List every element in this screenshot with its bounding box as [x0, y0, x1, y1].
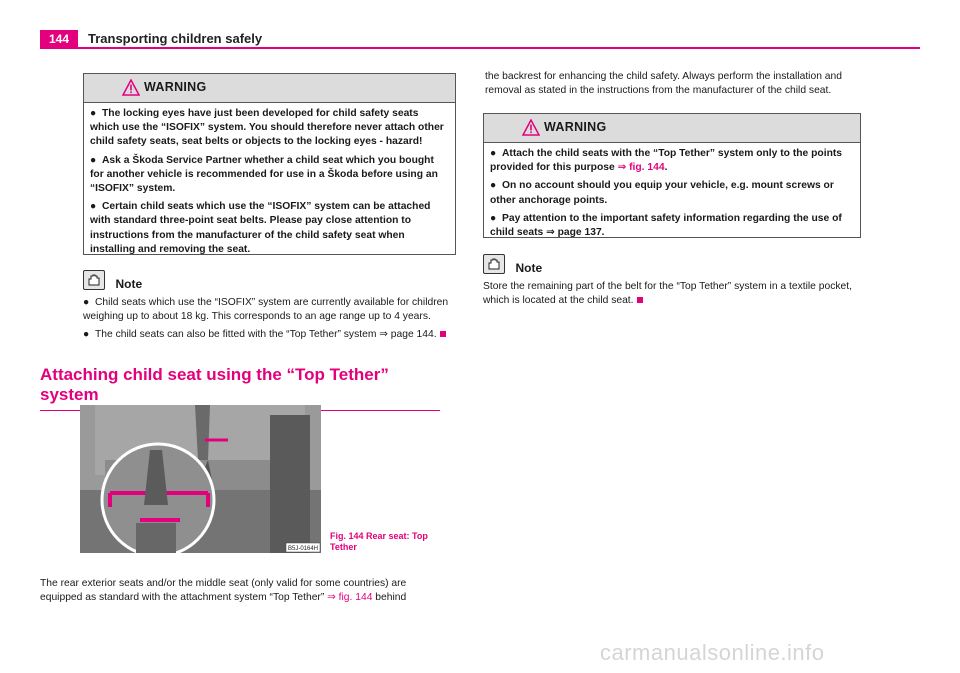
- figure-caption: Fig. 144 Rear seat: Top Tether: [330, 531, 428, 552]
- note-header: [483, 254, 863, 274]
- warning-item: ● Ask a Škoda Service Partner whether a child seat which you bought for another vehicle is recommended for use in a Škoda before using an “ISOFIX” system.: [90, 154, 438, 195]
- warning-box-left: [83, 73, 456, 255]
- header-rule: [40, 47, 920, 49]
- watermark: carmanualsonline.info: [600, 640, 825, 665]
- warning-item: ● Pay attention to the important safety information regarding the use of child seats ⇒ page 137.: [490, 212, 842, 239]
- warning-body: [84, 103, 455, 263]
- bullet-icon: ●: [90, 108, 97, 119]
- figure-code: B5J-0164H: [287, 546, 319, 552]
- bullet-icon: ●: [90, 201, 97, 213]
- warning-triangle-icon: [522, 119, 540, 136]
- body-paragraph-left: The rear exterior seats and/or the middle seat (only valid for some countries) are equipped as standard with the attachment system “Top Tether” ⇒ fig. 144 behind: [40, 578, 407, 604]
- warning-item: ● The locking eyes have just been developed for child safety seats which use the “ISOFIX” system. You should therefore never attach other child safety seats, seat belts or objects to the locking eyes - hazard!: [90, 108, 444, 148]
- warning-label: WARNING: [144, 80, 207, 94]
- warning-header: [84, 74, 455, 103]
- warning-item: ● Attach the child seats with the “Top Tether” system only to the points provided for this purpose ⇒ fig. 144.: [490, 148, 843, 174]
- note-hand-icon: [483, 254, 505, 274]
- note-body: Store the remaining part of the belt for the “Top Tether” system in a textile pocket, which is located at the child seat.: [483, 281, 852, 307]
- section-title: Attaching child seat using the “Top Tether” system: [40, 365, 440, 411]
- bullet-icon: ●: [90, 154, 97, 166]
- note-label: Note: [115, 277, 143, 291]
- note-hand-icon: [83, 270, 105, 290]
- note-label: Note: [515, 261, 543, 275]
- bullet-icon: ●: [490, 212, 497, 224]
- warning-header: [484, 114, 860, 143]
- body-paragraph-right: the backrest for enhancing the child safety. Always perform the installation and removal as stated in the instructions from the manufacturer of the child seat.: [485, 71, 842, 97]
- figure-reference[interactable]: ⇒ fig. 144: [617, 162, 665, 174]
- end-mark: [637, 297, 643, 303]
- warning-item: ● Certain child seats which use the “ISOFIX” system can be attached with standard three-point seat belts. Please pay close attention to instructions from the manufacturer of the child safety seat when installing and removing the seat.: [90, 201, 431, 255]
- note-item: ● Child seats which use the “ISOFIX” system are currently available for children weighing up to about 18 kg. This corresponds to an age range up to 4 years.: [83, 297, 449, 323]
- page-reference[interactable]: ⇒ page 137.: [546, 227, 605, 239]
- note-left: [83, 270, 454, 347]
- warning-item: ● On no account should you equip your vehicle, e.g. mount screws or other anchorage points.: [490, 180, 834, 206]
- bullet-icon: ●: [490, 148, 497, 159]
- bullet-icon: ●: [490, 180, 497, 192]
- warning-triangle-icon: [122, 79, 140, 96]
- warning-label: WARNING: [544, 120, 607, 134]
- page-number: 144: [40, 30, 78, 48]
- figure-rear-seat-top-tether: [80, 405, 321, 553]
- figure-reference[interactable]: ⇒ fig. 144: [327, 592, 373, 604]
- warning-body: [484, 143, 860, 246]
- note-body: [83, 296, 454, 343]
- running-title: Transporting children safely: [88, 31, 263, 46]
- note-right: [483, 254, 863, 308]
- note-item: ● The child seats can also be fitted with the “Top Tether” system ⇒ page 144.: [83, 328, 454, 342]
- note-header: [83, 270, 454, 290]
- bullet-icon: ●: [83, 329, 90, 341]
- end-mark: [440, 331, 446, 337]
- page-reference[interactable]: ⇒ page 144.: [379, 329, 437, 341]
- bullet-icon: ●: [83, 297, 90, 308]
- warning-box-right: [483, 113, 861, 238]
